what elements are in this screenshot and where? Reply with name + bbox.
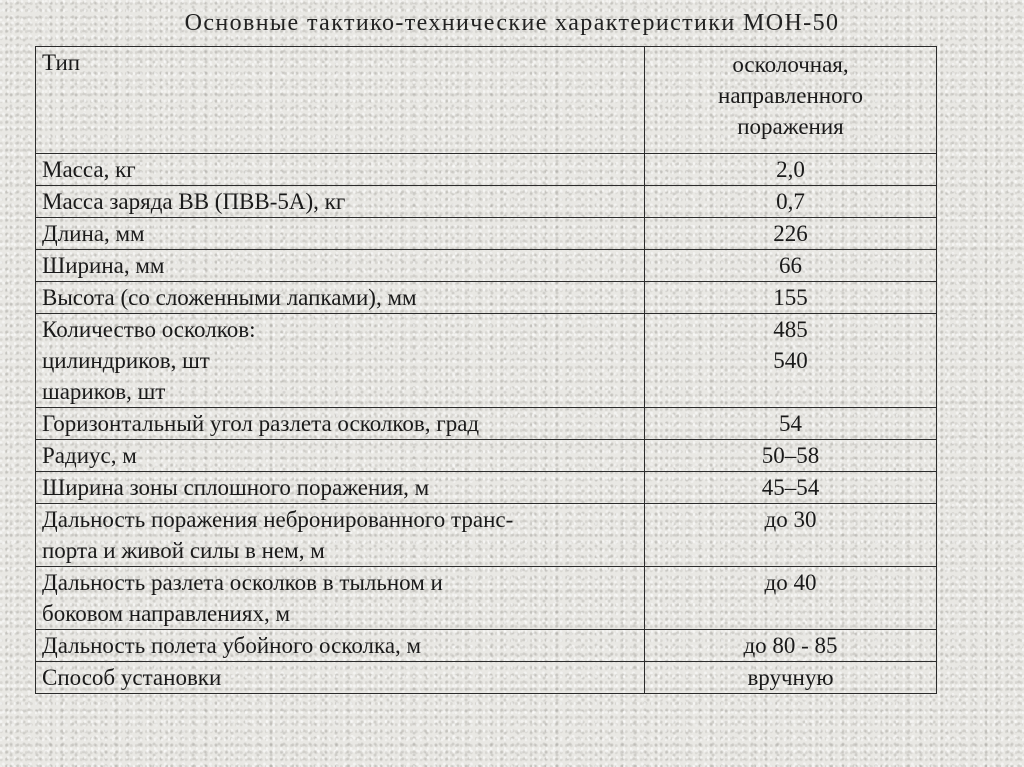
param-label: Дальность полета убойного осколка, м [42,633,422,658]
value-text: 485 [773,317,808,342]
value-text: вручную [747,665,834,690]
param-cell [36,630,645,662]
value-text: 45–54 [761,475,820,500]
param-label: Дальность разлета осколков в тыльном и [42,570,443,595]
value-cell [645,440,937,472]
param-label: Ширина, мм [42,253,165,278]
param-label: Ширина зоны сплошного поражения, м [42,475,430,500]
value-text: 0,7 [776,189,805,214]
table-row-width [36,250,937,282]
value-text: осколочная, [732,52,849,77]
param-cell [36,218,645,250]
value-cell [645,218,937,250]
param-label: Тип [42,50,81,75]
param-label: Высота (со сложенными лапками), мм [42,285,417,310]
param-cell [36,504,645,567]
table-row-lethal-fragment-range [36,630,937,662]
value-cell [645,472,937,504]
table-row-height [36,282,937,314]
param-label: Масса заряда ВВ (ПВВ-5А), кг [42,189,346,214]
param-label: Длина, мм [42,221,145,246]
value-cell [645,662,937,694]
param-cell [36,662,645,694]
param-label: шариков, шт [42,379,166,404]
param-label: боковом направлениях, м [42,601,291,626]
table-row-charge-mass [36,186,937,218]
param-cell [36,154,645,186]
param-label: Горизонтальный угол разлета осколков, град [42,411,480,436]
param-label: Способ установки [42,665,222,690]
value-cell [645,282,937,314]
table-row-kill-zone-width [36,472,937,504]
param-cell [36,472,645,504]
param-cell [36,47,645,154]
param-cell [36,186,645,218]
value-text: 155 [773,285,808,310]
value-cell [645,567,937,630]
param-cell [36,567,645,630]
param-cell [36,440,645,472]
param-cell [36,250,645,282]
table-row-rear-side-range [36,567,937,630]
value-text: до 80 - 85 [743,633,838,658]
value-text: направленного [718,83,863,108]
value-text: 226 [773,221,808,246]
value-cell [645,186,937,218]
param-label: Масса, кг [42,157,136,182]
value-text: 2,0 [776,157,805,182]
specifications-table [35,46,937,694]
value-cell [645,630,937,662]
table-row-type [36,47,937,154]
value-cell [645,408,937,440]
value-text: 66 [779,253,802,278]
table-row-radius [36,440,937,472]
value-text: поражения [737,114,844,139]
table-row-fragment-count [36,314,937,408]
value-text: 54 [779,411,802,436]
param-cell [36,408,645,440]
param-label: порта и живой силы в нем, м [42,538,325,563]
value-text: до 30 [764,507,817,532]
param-label: Дальность поражения небронированного транс- [42,507,514,532]
table-row-installation-method [36,662,937,694]
param-cell [36,314,645,408]
value-cell [645,250,937,282]
table-row-length [36,218,937,250]
value-cell [645,504,937,567]
slide-title: Основные тактико-технические характеристики МОН-50 [184,10,840,36]
param-label: цилиндриков, шт [42,348,210,373]
value-text: 50–58 [761,443,820,468]
table-row-mass [36,154,937,186]
value-cell [645,154,937,186]
param-label: Радиус, м [42,443,137,468]
value-text: до 40 [764,570,817,595]
table-row-transport-range [36,504,937,567]
param-label: Количество осколков: [42,317,256,342]
value-cell [645,314,937,408]
value-cell [645,47,937,154]
param-cell [36,282,645,314]
table-row-horizontal-angle [36,408,937,440]
value-text: 540 [773,348,808,373]
